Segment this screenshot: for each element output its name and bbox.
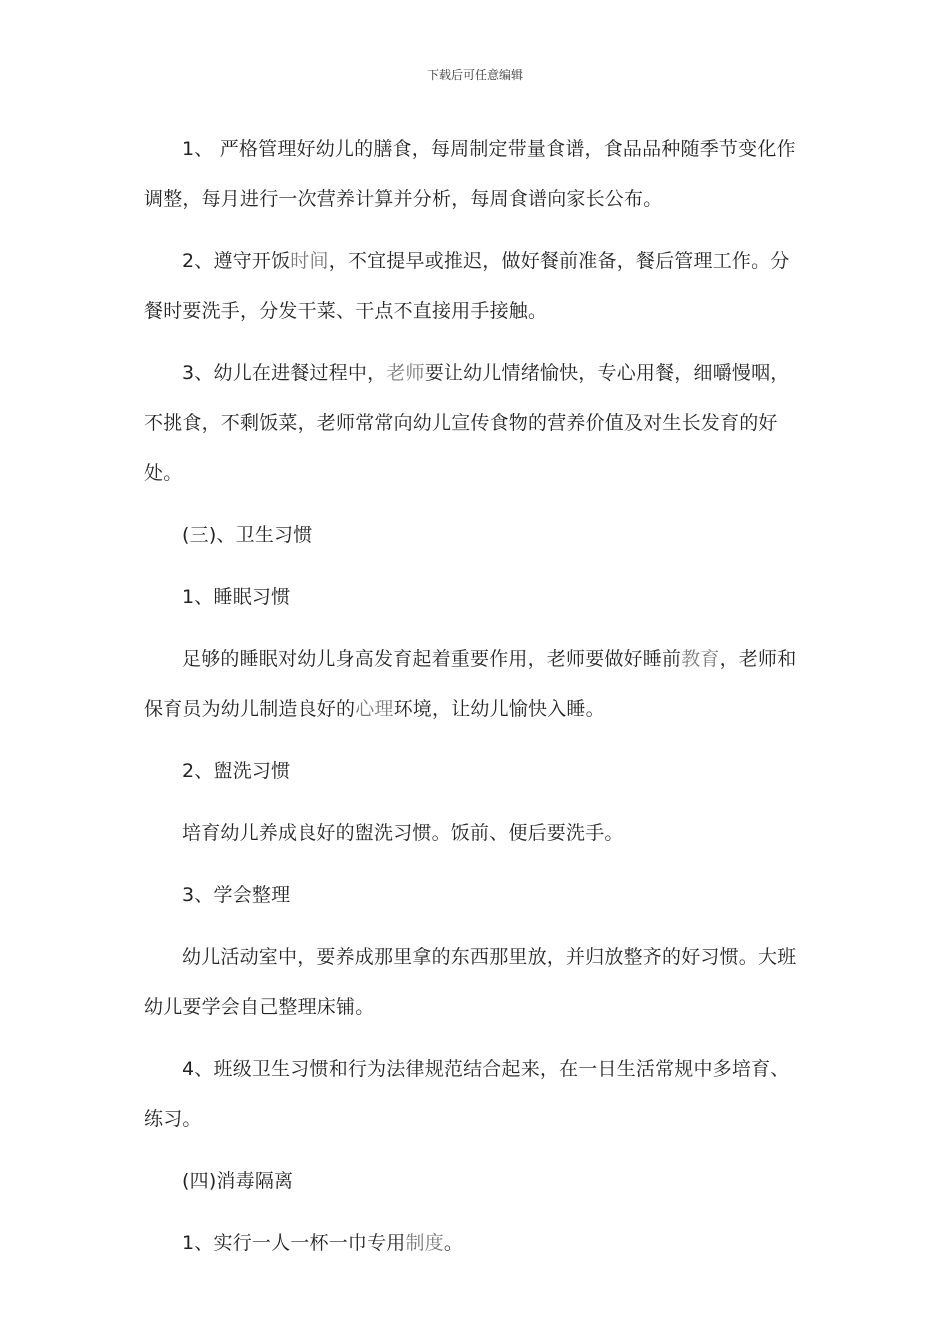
text-segment: 2、盥洗习惯 [182,760,291,782]
text-segment: (三)、卫生习惯 [182,524,313,546]
text-segment: 3、幼儿在进餐过程中， [182,362,387,384]
text-segment: ，老师和保育员为幼儿制造良好的 [144,648,797,720]
paragraph-p5 [144,572,808,622]
document-body [144,124,808,1268]
paragraph-p11 [144,1044,808,1144]
paragraph-p3 [144,348,808,498]
text-segment: 足够的睡眠对幼儿身高发育起着重要作用，老师要做好睡前 [182,648,682,670]
text-segment: (四)消毒隔离 [182,1170,294,1192]
text-segment: 4、班级卫生习惯和行为法律规范结合起来，在一日生活常规中多培育、练习。 [144,1058,790,1130]
text-segment: ，不宜提早或推迟，做好餐前准备，餐后管理工作。分餐时要洗手，分发干菜、干点不直接用手接触。 [144,250,790,322]
paragraph-p8 [144,808,808,858]
paragraph-p9 [144,870,808,920]
inline-link[interactable]: 老师 [386,362,425,384]
text-segment: 1、 严格管理好幼儿的膳食，每周制定带量食谱，食品品种随季节变化作调整，每月进行一次营养计算并分析，每周食谱向家长公布。 [144,138,796,210]
paragraph-p1 [144,124,808,224]
paragraph-p4 [144,510,808,560]
header-note: 下载后可任意编辑 [426,68,523,82]
inline-link[interactable]: 时间 [290,250,329,272]
paragraph-p13 [144,1218,808,1268]
inline-link[interactable]: 制度 [405,1232,444,1254]
paragraph-p6 [144,634,808,734]
paragraph-p12 [144,1156,808,1206]
inline-link[interactable]: 心理 [355,698,394,720]
text-segment: 。 [443,1232,464,1254]
text-segment: 幼儿活动室中，要养成那里拿的东西那里放，并归放整齐的好习惯。大班幼儿要学会自己整理床铺。 [144,946,797,1018]
text-segment: 要让幼儿情绪愉快，专心用餐，细嚼慢咽，不挑食，不剩饭菜，老师常常向幼儿宣传食物的营养价值及对生长发育的好处。 [144,362,790,484]
paragraph-p2 [144,236,808,336]
text-segment: 培育幼儿养成良好的盥洗习惯。饭前、便后要洗手。 [182,822,624,844]
text-segment: 环境，让幼儿愉快入睡。 [393,698,605,720]
inline-link[interactable]: 教育 [681,648,720,670]
text-segment: 1、实行一人一杯一巾专用 [182,1232,406,1254]
paragraph-p10 [144,932,808,1032]
text-segment: 2、遵守开饭 [182,250,291,272]
text-segment: 1、睡眠习惯 [182,586,291,608]
text-segment: 3、学会整理 [182,884,291,906]
paragraph-p7 [144,746,808,796]
